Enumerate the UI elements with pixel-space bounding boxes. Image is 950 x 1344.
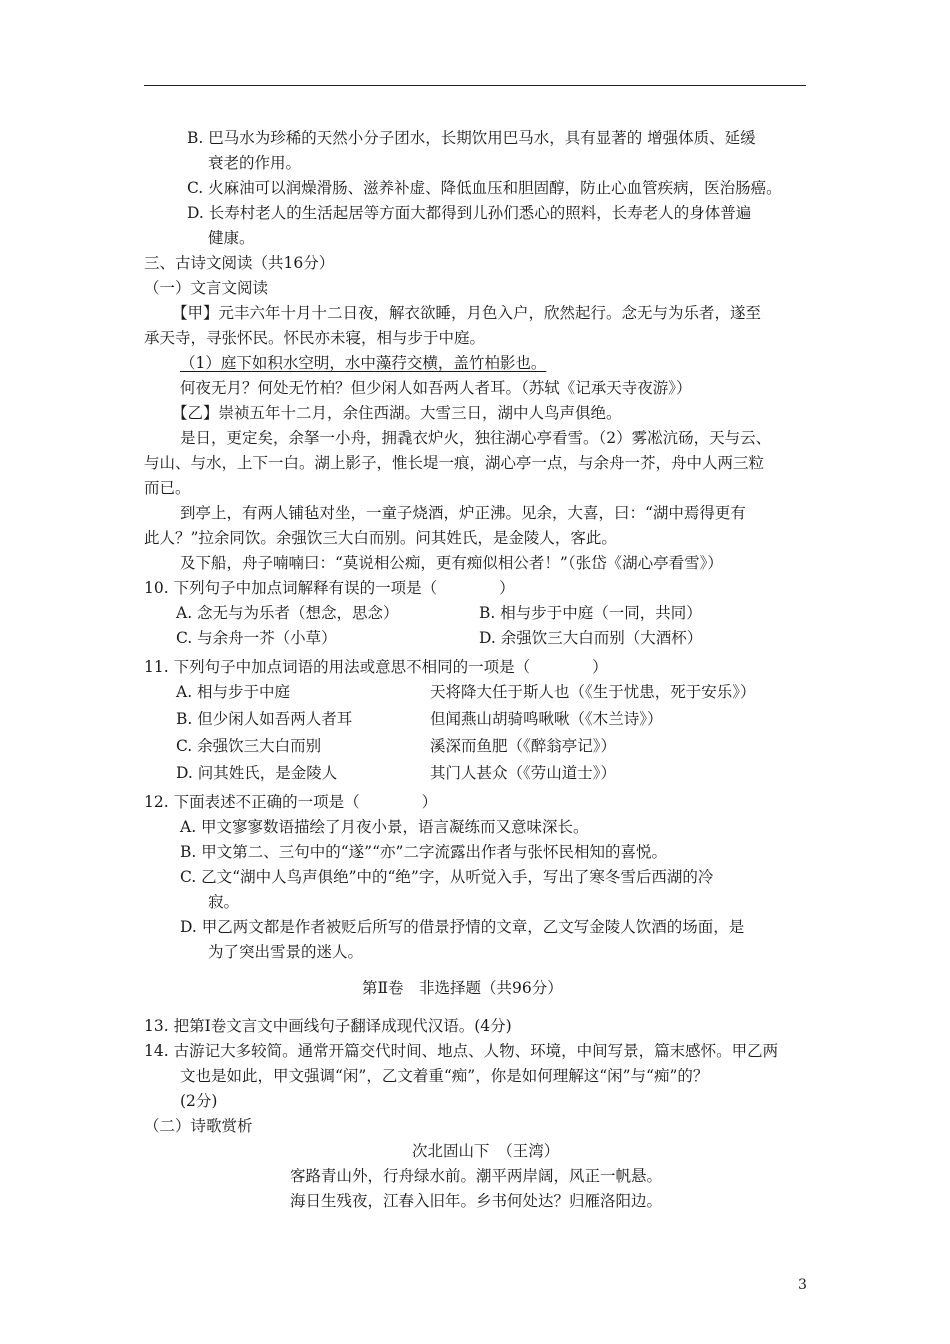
question-11: 11. 下列句子中加点词语的用法或意思不相同的一项是（ ） [144, 658, 608, 676]
q10-option-b: B. 相与步于中庭（一同，共同） [479, 604, 702, 622]
q12-option-b: B. 甲文第二、三句中的“遂”“亦”二字流露出作者与张怀民相知的喜悦。 [180, 843, 667, 861]
q10-option-a: A. 念无与为乐者（想念，思念） [176, 604, 399, 622]
passage-jia-line2: 承天寺，寻张怀民。怀民亦未寝，相与步于中庭。 [144, 329, 486, 347]
q11-option-c: C. 余强饮三大白而别 [176, 737, 322, 755]
option-b-line2: 衰老的作用。 [208, 154, 302, 172]
passage-jia-line4: 何夜无月？何处无竹柏？但少闲人如吾两人者耳。（苏轼《记承天寺夜游》） [180, 379, 692, 397]
q11-option-a-compare: 天将降大任于斯人也（《生于忧患，死于安乐》） [430, 683, 756, 701]
option-d-line2: 健康。 [208, 229, 255, 247]
passage-yi-line2: 是日，更定矣，余拏一小舟，拥毳衣炉火，独往湖心亭看雪。（2）雾凇沆砀，天与云、 [180, 429, 772, 447]
q11-option-d-compare: 其门人甚众（《劳山道士》） [430, 764, 617, 782]
q10-option-c: C. 与余舟一芥（小草） [176, 629, 337, 647]
option-c: C. 火麻油可以润燥滑肠、滋养补虚、降低血压和胆固醇，防止心血管疾病，医治肠癌。 [187, 179, 782, 197]
poem-line2: 海日生残夜，江春入旧年。乡书何处达？归雁洛阳边。 [290, 1192, 663, 1210]
subsection-heading: （一）文言文阅读 [144, 279, 269, 297]
poem-title: 次北固山下 （王湾） [412, 1142, 560, 1160]
passage-jia-line1: 【甲】元丰六年十月十二日夜，解衣欲睡，月色入户，欣然起行。念无与为乐者，遂至 [172, 304, 762, 322]
passage-yi-line7: 及下船，舟子喃喃曰：“莫说相公痴，更有痴似相公者！”（张岱《湖心亭看雪》） [180, 554, 723, 572]
q10-option-d: D. 余强饮三大白而别（大酒杯） [479, 629, 703, 647]
q11-option-c-compare: 溪深而鱼肥（《醉翁亭记》） [430, 737, 617, 755]
passage-yi-line4: 而已。 [144, 479, 191, 497]
passage-yi-line6: 此人？”拉余同饮。余强饮三大白而别。问其姓氏，是金陵人，客此。 [144, 529, 617, 547]
option-b-line1: B. 巴马水为珍稀的天然小分子团水，长期饮用巴马水，具有显著的 增强体质、延缓 [187, 129, 756, 147]
q11-option-a: A. 相与步于中庭 [176, 683, 291, 701]
passage-yi-line1: 【乙】崇祯五年十二月，余住西湖。大雪三日，湖中人鸟声俱绝。 [172, 404, 622, 422]
poem-line1: 客路青山外，行舟绿水前。潮平两岸阔，风正一帆悬。 [290, 1167, 663, 1185]
poetry-heading: （二）诗歌赏析 [144, 1117, 253, 1135]
part-two-heading: 第Ⅱ卷 非选择题（共96分） [362, 979, 563, 997]
page-number: 3 [798, 1277, 807, 1293]
question-14-line2: 文也是如此，甲文强调“闲”，乙文着重“痴”，你是如何理解这“闲”与“痴”的？ [180, 1067, 709, 1085]
q11-option-d: D. 问其姓氏，是金陵人 [176, 764, 338, 782]
q12-option-c-line2: 寂。 [208, 893, 240, 911]
q12-option-a: A. 甲文寥寥数语描绘了月夜小景，语言凝练而又意味深长。 [180, 818, 589, 836]
q12-option-d-line1: D. 甲乙两文都是作者被贬后所写的借景抒情的文章，乙文写金陵人饮酒的场面，是 [180, 918, 745, 936]
header-rule [144, 85, 806, 86]
option-d-line1: D. 长寿村老人的生活起居等方面大都得到儿孙们悉心的照料，长寿老人的身体普遍 [187, 204, 752, 222]
section-heading: 三、古诗文阅读（共16分） [144, 254, 335, 272]
question-13: 13. 把第Ⅰ卷文言文中画线句子翻译成现代汉语。(4分) [144, 1017, 512, 1035]
question-12: 12. 下面表述不正确的一项是（ ） [144, 793, 438, 811]
underlined-sentence-1: （1）庭下如积水空明，水中藻荇交横，盖竹柏影也。 [180, 354, 547, 372]
q12-option-d-line2: 为了突出雪景的迷人。 [208, 943, 364, 961]
passage-yi-line5: 到亭上，有两人铺毡对坐，一童子烧酒，炉正沸。见余，大喜，曰：“湖中焉得更有 [180, 504, 746, 522]
q11-option-b-compare: 但闻燕山胡骑鸣啾啾（《木兰诗》） [430, 710, 663, 728]
question-14-line1: 14. 古游记大多较简。通常开篇交代时间、地点、人物、环境，中间写景，篇末感怀。甲乙两 [144, 1042, 779, 1060]
question-10: 10. 下列句子中加点词解释有误的一项是（ ） [144, 579, 515, 597]
passage-yi-line3: 与山、与水，上下一白。湖上影子，惟长堤一痕，湖心亭一点，与余舟一芥，舟中人两三粒 [144, 454, 765, 472]
q11-option-b: B. 但少闲人如吾两人者耳 [176, 710, 353, 728]
q12-option-c-line1: C. 乙文“湖中人鸟声俱绝”中的“绝”字，从听觉入手，写出了寒冬雪后西湖的冷 [180, 868, 714, 886]
question-14-points: (2分) [180, 1092, 218, 1110]
